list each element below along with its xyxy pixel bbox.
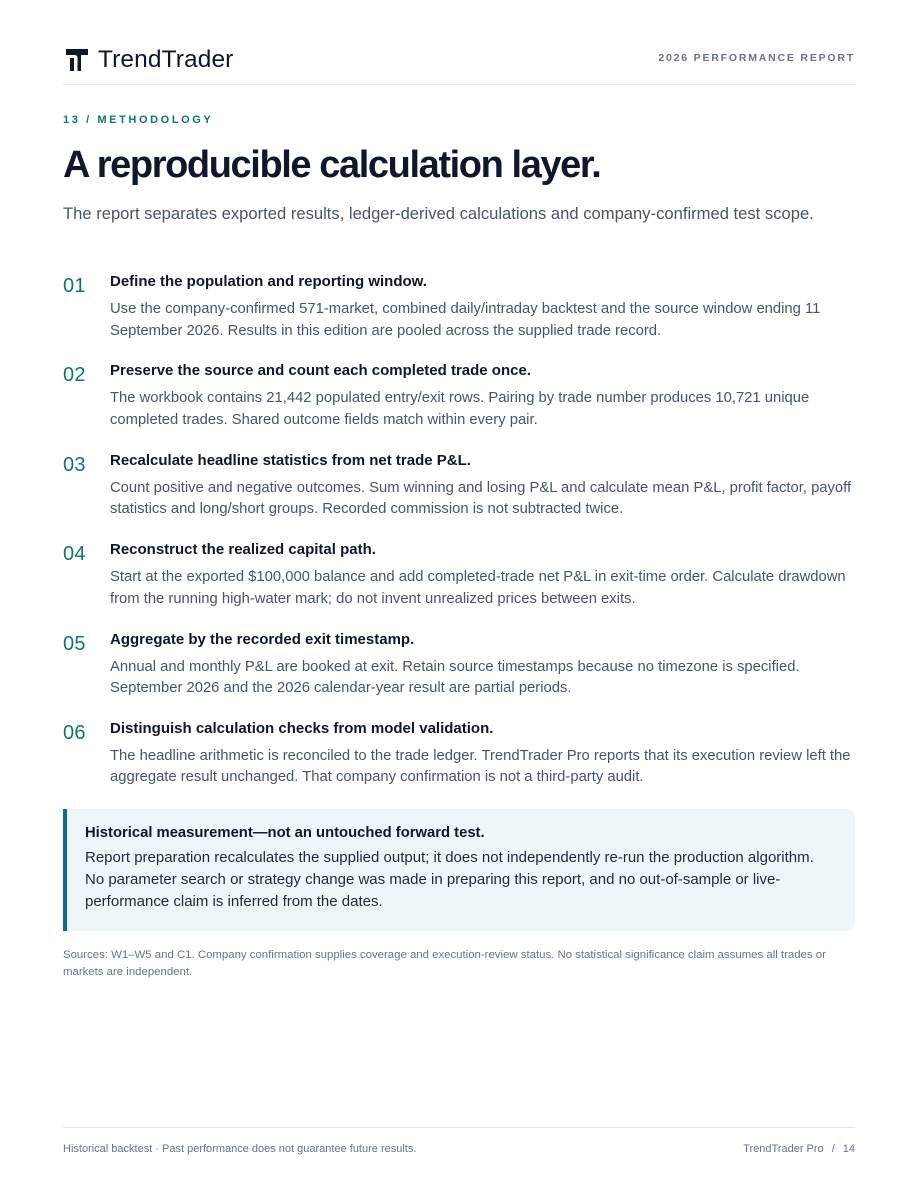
step-item xyxy=(63,360,855,449)
step-body: Start at the exported $100,000 balance and add completed-trade net P&L in exit-time order. Calculate drawdown from the running high-water mark; do not invent unrealized prices between exits. xyxy=(110,569,846,607)
report-page xyxy=(63,0,855,1188)
step-number: 06 xyxy=(63,721,86,744)
callout-box xyxy=(63,809,855,931)
step-title: Aggregate by the recorded exit timestamp. xyxy=(110,630,415,648)
step-body: Use the company-confirmed 571-market, combined daily/intraday backtest and the source window ending 11 September 2026. Results in this edition are pooled across the supplied trade record. xyxy=(110,301,821,339)
step-number: 05 xyxy=(63,632,86,655)
trendtrader-logo-icon xyxy=(65,48,89,72)
footer-separator: / xyxy=(831,1143,835,1155)
footer-disclaimer: Historical backtest · Past performance does not guarantee future results. xyxy=(63,1143,417,1155)
step-body: The headline arithmetic is reconciled to the trade ledger. TrendTrader Pro reports that its execution review left the aggregate result unchanged. That company confirmation is not a third-party audit. xyxy=(110,747,851,786)
step-title: Reconstruct the realized capital path. xyxy=(110,541,376,559)
step-item xyxy=(63,271,855,360)
page-footer xyxy=(63,1127,855,1155)
step-item xyxy=(63,450,855,539)
step-item xyxy=(63,629,855,718)
methodology-steps xyxy=(63,271,855,807)
step-title: Preserve the source and count each completed trade once. xyxy=(110,362,531,380)
step-item xyxy=(63,539,855,628)
section-eyebrow: 13 / METHODOLOGY xyxy=(63,114,214,126)
step-title: Distinguish calculation checks from model validation. xyxy=(110,719,494,737)
sources-note: Sources: W1–W5 and C1. Company confirmation supplies coverage and execution-review status. No statistical significance claim assumes all trades or markets are independent. xyxy=(63,949,826,978)
footer-page-info xyxy=(743,1143,855,1155)
section-lede: The report separates exported results, ledger-derived calculations and company-confirmed test scope. xyxy=(63,204,814,223)
brand-name: TrendTrader xyxy=(98,46,234,73)
step-title: Recalculate headline statistics from net trade P&L. xyxy=(110,451,471,469)
callout-title: Historical measurement—not an untouched forward test. xyxy=(85,825,485,841)
step-body: The workbook contains 21,442 populated entry/exit rows. Pairing by trade number produces 10,721 unique completed trades. Shared outcome fields match within every pair. xyxy=(110,390,810,428)
footer-product: TrendTrader Pro xyxy=(743,1143,824,1155)
step-number: 03 xyxy=(63,453,86,476)
step-item xyxy=(63,718,855,807)
callout-body: Report preparation recalculates the supplied output; it does not independently re-run the production algorithm. No parameter search or strategy change was made in preparing this report, and no out-of-sample or live-performance claim is inferred from the dates. xyxy=(85,849,814,910)
step-body: Annual and monthly P&L are booked at exit. Retain source timestamps because no timezone is specified. September 2026 and the 2026 calendar-year result are partial periods. xyxy=(110,658,800,697)
report-label: 2026 PERFORMANCE REPORT xyxy=(658,52,855,64)
page-header xyxy=(63,44,855,85)
step-body: Count positive and negative outcomes. Sum winning and losing P&L and calculate mean P&L, profit factor, payoff statistics and long/short groups. Recorded commission is not subtracted twice. xyxy=(110,479,852,518)
page-number: 14 xyxy=(842,1143,855,1155)
step-number: 04 xyxy=(63,543,86,566)
brand-logo xyxy=(65,47,233,73)
step-title: Define the population and reporting window. xyxy=(110,273,427,290)
step-number: 01 xyxy=(63,275,86,297)
step-number: 02 xyxy=(63,364,86,387)
page-title: A reproducible calculation layer. xyxy=(63,144,601,186)
